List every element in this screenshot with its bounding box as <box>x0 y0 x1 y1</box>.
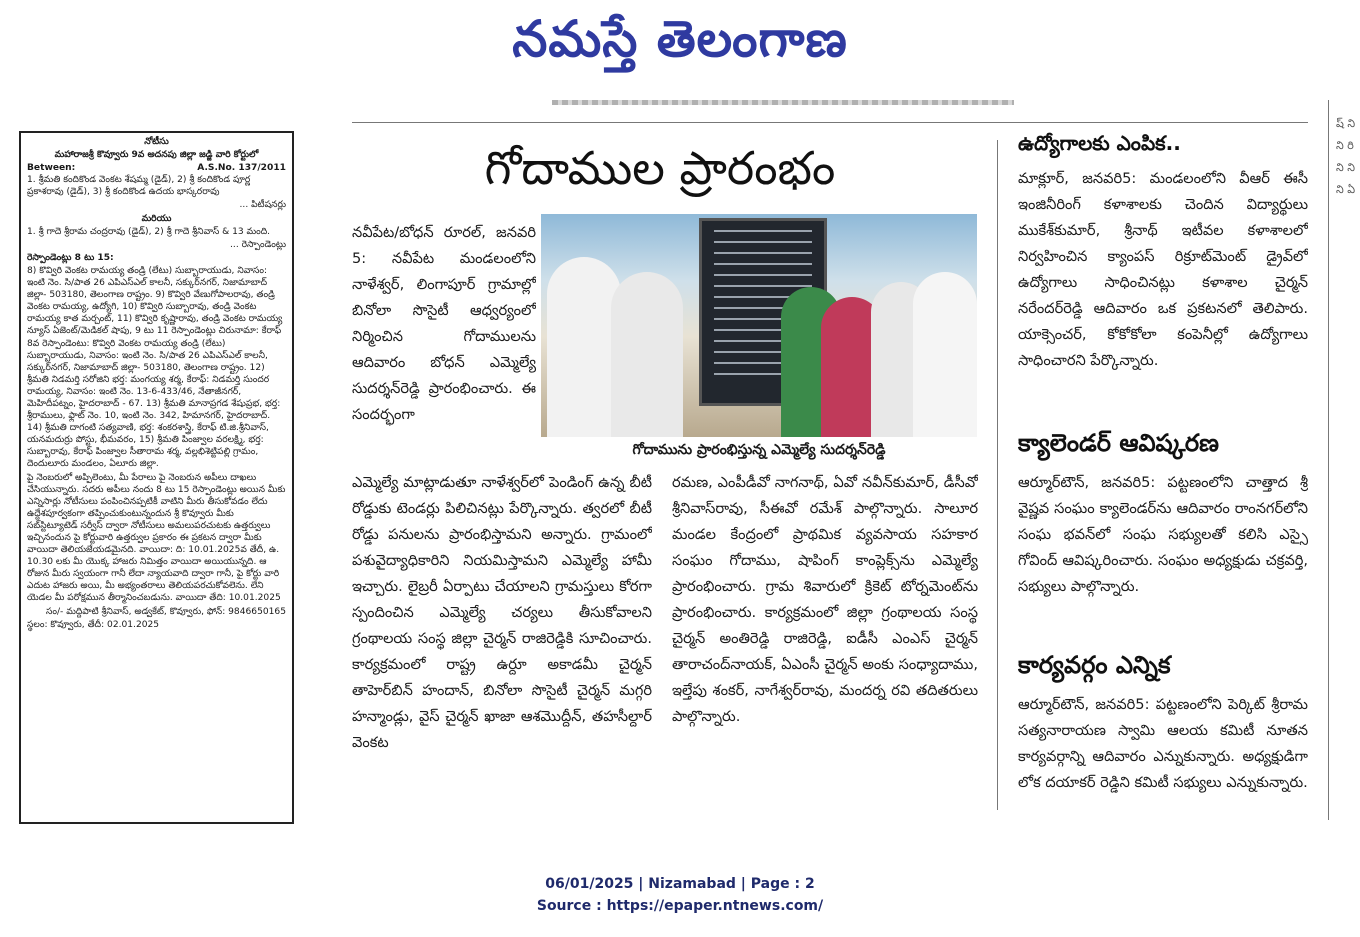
notice-respondents-head: రెస్పాండెంట్లు 8 టు 15: <box>27 252 114 263</box>
column-rule <box>997 140 998 810</box>
notice-and: మరియు <box>141 213 172 224</box>
person-figure <box>913 272 977 437</box>
person-figure <box>547 257 621 437</box>
right-headline-3: కార్యవర్గం ఎన్నిక <box>1018 651 1171 679</box>
notice-body-1: 8) కొవ్విరి వెంకట రామయ్య తండ్రి (లేటు) సుబ్బారాయుడు, నివాసం: ఇంటి నెం. సి/పాత 26 ఎపిఎస్ఎల్ కాలనీ, సక్కుర్‌నగర్, నిజామాబాద్ జిల్లా- 503180, తెలంగాణ రాష్ట్రం. 9) కొవ్విరి వేణుగోపాలరావు, తండ్రి వెంకట రామయ్య, ఉద్యోగి, 10) కొవ్విరి సుబ్బారావు, తండ్రి వెంకట రామయ్య కాత మర్చంట్, 11) కొవ్విరి కృష్ణారావు, తండ్రి వెంకట రామయ్య న్యూస్ ఏజెంట్/మెడికల్ షాపు, 9 టు 11 రెస్పాండెంట్లు చిరునామా: కేరాఫ్ 8వ రెస్పాండెంటు: కొవ్విరి వెంకట రామయ్య తండ్రి (లేటు) సుబ్బారాయుడు, నివాసం: ఇంటి నెం. సి/పాత 26 ఎపిఎస్ఎల్ కాలనీ, సక్కుర్‌నగర్, నిజామాబాద్ జిల్లా- 503180, తెలంగాణ రాష్ట్రం. 12) శ్రీమతి నిడమర్తి సరోజిని భర్త: మంగయ్య శర్మ, కేరాఫ్: నిడమర్తి సుందర రామయ్య, నివాసం: ఇంటి నెం. 13-6-433/46, నేతాజీనగర్, మెహిదీపట్నం, హైదరాబాద్ - 67. 13) శ్రీమతి మానాప్రగడ శేషుప్రభ, భర్త: శ్రీరాములు, ఫ్లాట్ నెం. 10, ఇంటి నెం. 342, హిమానగర్, హైదరాబాద్. 14) శ్రీమతి దాగంటి సత్యవాణి, భర్త: శంకరశాస్త్రి, కేరాఫ్ టి.జి.శ్రీనివాస్, యనమదుర్రు పోస్టు, భీమవరం, 15) శ్రీమతి పింజ్వాల వరలక్ష్మి, భర్త: సుబ్బారావు, కేరాఫ్ పింజ్వాల సీతారామ శర్మ, వల్లభిశెట్టిపల్లి గ్రామం, దెందులూరు మండలం, ఏలూరు జిల్లా. <box>27 265 283 470</box>
notice-parties-1: 1. శ్రీమతి కందికొండ వెంకట శేషమ్మ (డైడ్), 2) శ్రీ కందికొండ పూర్ణ ప్రకాశరావు (డైడ్), 3) శ్రీ కందికొండ ఉదయ భాస్కరరావు <box>27 175 251 198</box>
story-col-b: రమణ, ఎంపీడీవో నాగనాథ్, ఏవో నవీన్‌కుమార్, డీసీవో శ్రీనివాస్‌రావు, సీఈవో రమేశ్ పాల్గొన్నారు. సాలూర మండల కేంద్రంలో ప్రాథమిక వ్యవసాయ సహకార సంఘం గోదాము, షాపింగ్ కాంప్లెక్స్‌ను ఎమ్మెల్యే ప్రారంభించారు. గ్రామ శివారులో క్రికెట్ టోర్నమెంట్‌ను ప్రారంభించారు. కార్యక్రమంలో జిల్లా గ్రంథాలయ సంస్థ చైర్మన్ అంతిరెడ్డి రాజిరెడ్డి, ఐడీసీ ఎంఎస్ చైర్మన్ తారాచంద్‌నాయక్, ఏఎంసీ చైర్మన్ అంకు సంధ్యాదాము, ఇల్తేపు శంకర్, నాగేశ్వర్‌రావు, మందర్న రవి తదితరులు పాల్గొన్నారు. <box>672 474 978 725</box>
footer-date-line: 06/01/2025 | Nizamabad | Page : 2 <box>545 876 815 892</box>
masthead-logo: నమస్తే తెలంగాణ <box>512 10 848 68</box>
notice-place-date: స్థలం: కొవ్వూరు, తేదీ: 02.01.2025 <box>27 619 160 630</box>
legal-notice <box>19 131 294 824</box>
photo-caption: గోదామును ప్రారంభిస్తున్న ఎమ్మెల్యే సుదర్శన్‌రెడ్డి <box>541 437 977 463</box>
right-headline-1: ఉద్యోగాలకు ఎంపిక.. <box>1018 131 1181 155</box>
news-photo <box>541 214 977 437</box>
notice-body-2: పై నెంబరులో అప్పిలెంటు, మీ పేరాలు పై నెంబరున అపీలు దాఖలు చేసియున్నారు. సదరు అపీలు నందు 8 టు 15 రెస్పాండెంట్లు అయిన మీకు ఎన్నిసార్లు నోటీసులు పంపించినప్పటికీ వాటిని మీరు తీసుకోవడం లేదు ఉద్దేశపూర్వకంగా తప్పించుకుంటున్నందున శ్రీ కొవ్వూరు మీకు సబ్‌స్టిట్యూటెడ్ సర్వీస్ ద్వారా నోటీసులు అమలుపరచుటకు ఉత్తర్వులు ఇచ్చినందున పై కోర్టువారి ఉత్తర్వుల ప్రకారం ఈ ప్రకటన ద్వారా మీకు వాయిదా తెలియజేయడమైనది. వాయిదా: ది: 10.01.2025వ తేదీ, ఉ. 10.30 లకు మీ యొక్క హాజరు నిమిత్తం వాయిదా అయియున్నది. ఆ రోజున మీరు స్వయంగా గానీ లేదా న్యాయవాది ద్వారా గానీ, పై కోర్టు వారి ఎదుట హాజరు అయి, మీ అభ్యంతరాలు తెలియపరచుకోవలెను. లేని యెడల మీ పరోక్షమున తీర్మానించబడును. వాయిదా తేది: 10.01.2025 <box>27 472 286 604</box>
top-rule <box>352 122 1308 123</box>
notice-case-no: A.S.No. 137/2011 <box>197 163 286 174</box>
story-col-a-top: నవీపేట/బోధన్ రూరల్, జనవరి 5: నవీపేట మండలంలోని నాళేశ్వర్, లింగాపూర్ గ్రామాల్లో బినోలా సొసైటీ ఆధ్వర్యంలో నిర్మించిన గోదాములను ఆదివారం బోధన్ ఎమ్మెల్యే సుదర్శన్‌రెడ్డి ప్రారంభించారు. ఈ సందర్భంగా <box>352 224 536 423</box>
story-col-a-bottom: ఎమ్మెల్యే మాట్లాడుతూ నాళేశ్వర్‌లో పెండింగ్ ఉన్న బీటీ రోడ్డుకు టెండర్లు పిలిచినట్లు పేర్కొన్నారు. త్వరలో బీటీ రోడ్డు పనులను ప్రారంభిస్తామని అన్నారు. గ్రామంలో పశువైద్యాధికారిని నియమిస్తామని ఎమ్మెల్యే హామీ ఇచ్చారు. లైబ్రరీ ఏర్పాటు చేయాలని గ్రామస్తులు కోరగా స్పందించిన ఎమ్మెల్యే చర్యలు తీసుకోవాలని గ్రంథాలయ సంస్థ జిల్లా చైర్మన్ రాజిరెడ్డికి సూచించారు. కార్యక్రమంలో రాష్ట్ర ఉర్దూ అకాడమీ చైర్మన్ తాహెర్‌బిన్ హందాన్, బినోలా సొసైటీ చైర్మన్ మగ్గరి హన్మాండ్లు, వైస్ చైర్మన్ ఖాజా ఆశమొద్దీన్, తహసీల్దార్ వెంకట <box>352 474 652 751</box>
person-figure <box>611 272 683 437</box>
notice-between: Between: <box>27 163 76 174</box>
cropped-edge-text: ష్ ని ని రి ని ని ని ఏ <box>1336 117 1356 196</box>
footer-source-line[interactable]: Source : https://epaper.ntnews.com/ <box>536 898 824 914</box>
notice-petitioners: ... పిటీషనర్లు <box>239 200 286 211</box>
right-headline-2: క్యాలెండర్ ఆవిష్కరణ <box>1018 429 1219 457</box>
notice-court: మహారాజశ్రీ కొవ్వూరు 9వ అదనపు జిల్లా జడ్జి వారి కోర్టులో <box>54 150 259 161</box>
right-body-1: మాక్లూర్, జనవరి5: మండలంలోని వీఆర్ ఈసీ ఇంజినీరింగ్ కళాశాలకు చెందిన విద్యార్థులు ముకేశ్‌కుమార్, శ్రీనాథ్ ఇటీవల కళాశాలలో నిర్వహించిన క్యాంపస్ రిక్రూట్‌మెంట్ డ్రైవ్‌లో ఉద్యోగాలు సాధించినట్లు కళాశాల చైర్మన్ నరేందర్‌రెడ్డి ఆదివారం ఒక ప్రకటనలో తెలిపారు. యాక్సెంచర్, కోకోకోలా కంపెనీల్లో ఉద్యోగాలు సాధించారని పేర్కొన్నారు. <box>1018 170 1308 369</box>
right-body-3: ఆర్మూర్‌టౌన్, జనవరి5: పట్టణంలోని పెర్కిట్ శ్రీరామ సత్యనారాయణ స్వామి ఆలయ కమిటీ నూతన కార్యవర్గాన్ని ఆదివారం ఎన్నుకున్నారు. అధ్యక్షుడిగా లోక దయాకర్ రెడ్డిని కమిటీ సభ్యులు ఎన్నుకున్నారు. <box>1018 696 1308 791</box>
headline: గోదాముల ప్రారంభం <box>484 141 836 195</box>
masthead-rule <box>552 100 1014 105</box>
edge-rule <box>1328 100 1329 820</box>
notice-parties-2: 1. శ్రీ గాదె శ్రీరామ చంద్రరావు (డైడ్), 2) శ్రీ గాదె శ్రీనివాస్ & 13 మంది. <box>27 226 271 237</box>
notice-respondents: ... రెస్పాండెంట్లు <box>230 239 286 250</box>
notice-title: నోటీసు <box>144 137 169 147</box>
right-body-2: ఆర్మూర్‌టౌన్, జనవరి5: పట్టణంలోని చాత్తాద శ్రీ వైష్ణవ సంఘం క్యాలెండర్‌ను ఆదివారం రాంనగర్‌లోని సంఘ భవన్‌లో సంఘ సభ్యులతో కలిసి ఎస్సై గోవింద్ ఆవిష్కరించారు. సంఘం అధ్యక్షుడు చక్రవర్తి, సభ్యులు పాల్గొన్నారు. <box>1018 474 1308 595</box>
notice-signature: సం/- మద్దిపాటి శ్రీనివాస్, అడ్వకేట్, కొవ్వూరు, ఫోన్: 9846650165 <box>46 606 286 617</box>
